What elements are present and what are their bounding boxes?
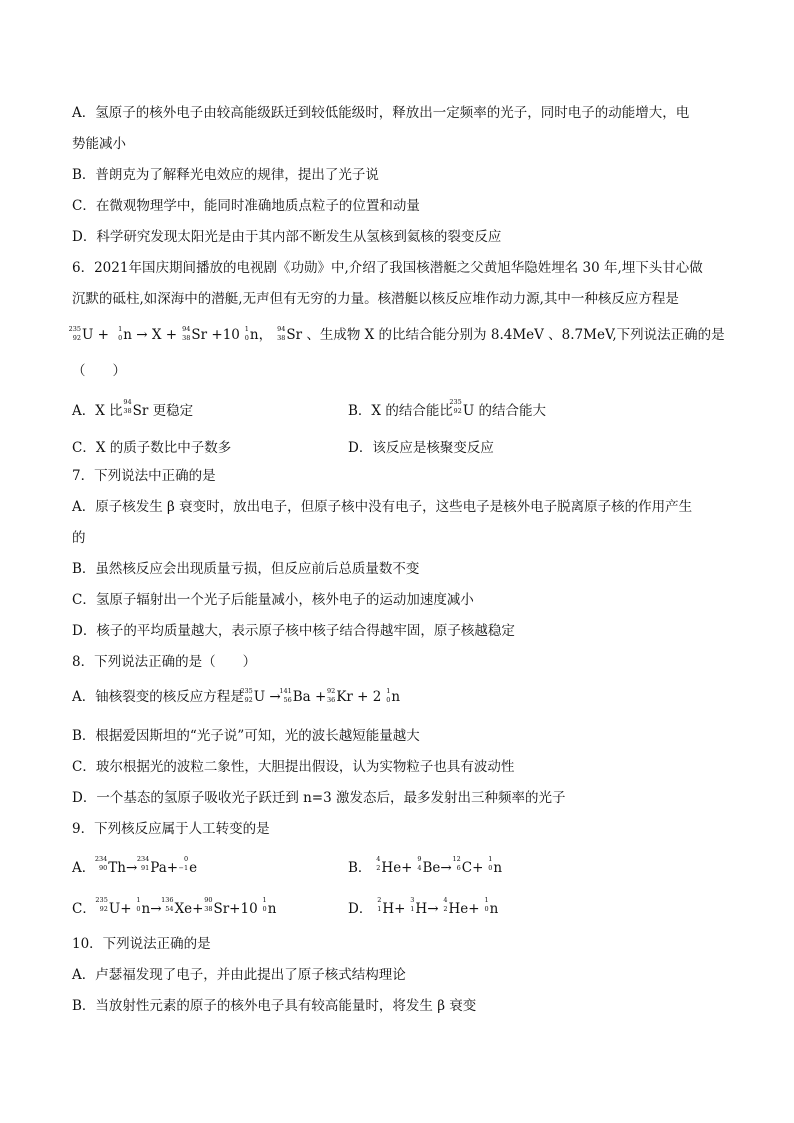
q7-option-a-cont: 的 bbox=[72, 530, 86, 546]
q9-stem: 9．下列核反应属于人工转变的是 bbox=[72, 821, 270, 837]
isotope-xe136: 136 54 bbox=[161, 896, 174, 913]
q7-option-d: D．核子的平均质量越大，表示原子核中核子结合得越牢固，原子核越稳定 bbox=[72, 623, 515, 639]
isotope-ba141: 141 56 bbox=[279, 687, 292, 704]
q10-option-a: A．卢瑟福发现了电子，并由此提出了原子核式结构理论 bbox=[72, 967, 406, 983]
isotope-neutron: 1 0 bbox=[386, 687, 391, 704]
q5-option-a-cont: 势能减小 bbox=[72, 136, 126, 152]
q10-stem: 10．下列说法正确的是 bbox=[72, 936, 211, 952]
q7-stem: 7．下列说法中正确的是 bbox=[72, 468, 216, 484]
q8-option-b: B．根据爱因斯坦的“光子说”可知，光的波长越短能量越大 bbox=[72, 728, 420, 744]
q8-option-a: A．铀核裂变的核反应方程是 235 92 U → 141 56 Ba + 92 36 Kr + 2 1 0 n bbox=[72, 687, 401, 705]
q6-option-d: D．该反应是核聚变反应 bbox=[348, 440, 494, 456]
isotope-sr90: 90 38 bbox=[204, 896, 213, 913]
isotope-he4: 4 2 bbox=[376, 855, 381, 872]
isotope-pa234: 234 91 bbox=[136, 855, 150, 872]
isotope-kr92: 92 36 bbox=[327, 687, 336, 704]
isotope-u235: 235 92 bbox=[240, 687, 253, 704]
q5-option-c: C．在微观物理学中，能同时准确地质点粒子的位置和动量 bbox=[72, 198, 420, 214]
q5-option-b: B．普朗克为了解释光电效应的规律，提出了光子说 bbox=[72, 167, 379, 183]
isotope-th234: 234 90 bbox=[94, 855, 108, 872]
isotope-u235: 235 92 bbox=[68, 325, 81, 342]
q9-option-c: C． 235 92 U+ 1 0 n→ 136 54 Xe+ 90 38 Sr+10 1 0 n bbox=[72, 896, 277, 917]
q7-option-b: B．虽然核反应会出现质量亏损，但反应前后总质量数不变 bbox=[72, 561, 420, 577]
q7-option-a: A．原子核发生 β 衰变时，放出电子，但原子核中没有电子，这些电子是核外电子脱离原子核的作用产生 bbox=[72, 499, 693, 515]
isotope-he4: 4 2 bbox=[443, 896, 448, 913]
q9-option-b: B． 4 2 He+ 9 4 Be→ 12 6 C+ 1 0 n bbox=[348, 855, 503, 876]
isotope-neutron: 1 0 bbox=[262, 896, 267, 913]
isotope-h2: 2 1 bbox=[377, 896, 382, 913]
isotope-sr94: 94 38 bbox=[123, 398, 132, 415]
isotope-neutron: 1 0 bbox=[488, 855, 493, 872]
q8-option-c: C．玻尔根据光的波粒二象性，大胆提出假设，认为实物粒子也具有波动性 bbox=[72, 759, 515, 775]
q9-option-a: A． 234 90 Th→ 234 91 Pa+ 0 −1 e bbox=[72, 855, 198, 876]
isotope-neutron: 1 0 bbox=[484, 896, 489, 913]
isotope-neutron: 1 0 bbox=[118, 325, 123, 342]
isotope-electron: 0 −1 bbox=[178, 855, 189, 872]
isotope-neutron: 1 0 bbox=[244, 325, 249, 342]
q10-option-b: B．当放射性元素的原子的核外电子具有较高能量时，将发生 β 衰变 bbox=[72, 998, 477, 1014]
q9-option-d: D． 2 1 H+ 3 1 H→ 4 2 He+ 1 0 n bbox=[348, 896, 499, 917]
q5-option-d: D．科学研究发现太阳光是由于其内部不断发生从氢核到氦核的裂变反应 bbox=[72, 229, 502, 245]
isotope-h3: 3 1 bbox=[410, 896, 415, 913]
isotope-be9: 9 4 bbox=[417, 855, 422, 872]
q5-option-a: A．氢原子的核外电子由较高能级跃迁到较低能级时，释放出一定频率的光子，同时电子的动能增大，电 bbox=[72, 105, 690, 121]
q6-option-c: C．X 的质子数比中子数多 bbox=[72, 440, 232, 456]
isotope-u235: 235 92 bbox=[95, 896, 108, 913]
isotope-u235: 235 92 bbox=[449, 398, 462, 415]
isotope-sr94: 94 38 bbox=[182, 325, 191, 342]
q6-option-a: A．X 比 94 38 Sr 更稳定 bbox=[72, 398, 194, 419]
isotope-sr94: 94 38 bbox=[277, 325, 286, 342]
q6-stem-cont: 沉默的砥柱,如深海中的潜艇,无声但有无穷的力量。核潜艇以核反应堆作动力源,其中一种核反应方程是 bbox=[72, 291, 679, 307]
q7-option-c: C．氢原子辐射出一个光子后能量减小，核外电子的运动加速度减小 bbox=[72, 592, 474, 608]
isotope-c12: 12 6 bbox=[452, 855, 461, 872]
q8-option-d: D．一个基态的氢原子吸收光子跃迁到 n=3 激发态后，最多发射出三种频率的光子 bbox=[72, 790, 566, 806]
isotope-neutron: 1 0 bbox=[136, 896, 141, 913]
q6-equation-line: 235 92 U + 1 0 n → X + 94 38 Sr +10 1 0 n， 94 38 Sr 、生成物 X 的比结合能分别为 8.4MeV 、8.7MeV,下列说法正确的是 bbox=[68, 325, 725, 343]
q6-stem: 6．2021年国庆期间播放的电视剧《功勋》中,介绍了我国核潜艇之父黄旭华隐姓埋名 30 年,埋下头甘心做 bbox=[72, 260, 703, 276]
q6-option-b: B．X 的结合能比 235 92 U 的结合能大 bbox=[348, 398, 546, 419]
q8-stem: 8．下列说法正确的是（ ） bbox=[72, 654, 257, 670]
q6-answer-bracket: （ ） bbox=[72, 363, 126, 379]
